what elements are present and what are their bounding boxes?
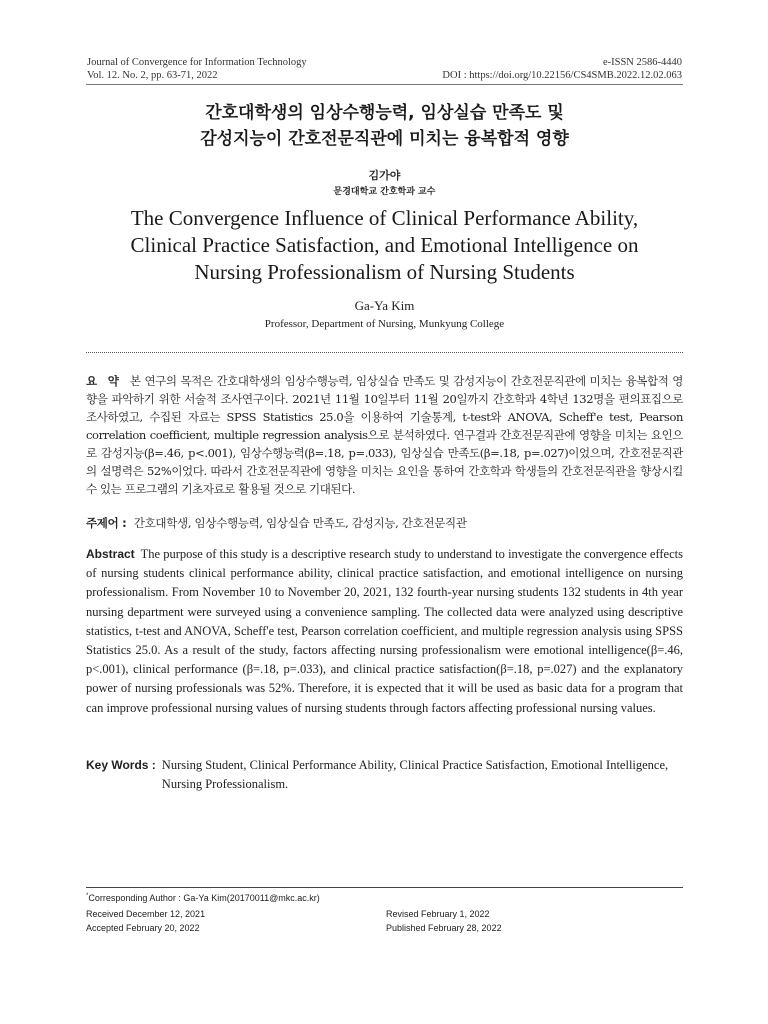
english-keywords <box>86 756 683 794</box>
korean-title-line: 감성지능이 간호전문직관에 미치는 융복합적 영향 <box>200 129 569 149</box>
english-keywords-label: Key Words : <box>86 758 156 772</box>
english-title-line: Nursing Professionalism of Nursing Students <box>194 260 575 284</box>
english-abstract-label: Abstract <box>86 547 135 561</box>
revised-date: Revised February 1, 2022 <box>386 909 490 919</box>
korean-abstract-label: 요 약 <box>86 374 122 388</box>
korean-keywords-text: 간호대학생, 임상수행능력, 임상실습 만족도, 감성지능, 간호전문직관 <box>133 516 467 530</box>
accepted-date: Accepted February 20, 2022 <box>86 923 200 933</box>
journal-name: Journal of Convergence for Information Technology <box>87 57 307 68</box>
journal-header-right <box>442 56 682 82</box>
korean-keywords <box>86 514 683 532</box>
journal-volume: Vol. 12. No. 2, pp. 63-71, 2022 <box>87 70 218 81</box>
journal-doi[interactable]: DOI : https://doi.org/10.22156/CS4SMB.2022.12.02.063 <box>442 70 682 81</box>
journal-issn: e-ISSN 2586-4440 <box>602 57 682 68</box>
english-title-line: The Convergence Influence of Clinical Performance Ability, <box>130 206 639 230</box>
english-author: Ga-Ya Kim <box>354 298 415 313</box>
header-divider <box>86 84 683 85</box>
corresponding-author-text: Corresponding Author : Ga-Ya Kim(20170011@mkc.ac.kr) <box>88 893 320 903</box>
english-abstract <box>86 545 683 718</box>
korean-affiliation: 문경대학교 간호학과 교수 <box>333 187 436 197</box>
english-abstract-text: The purpose of this study is a descriptive research study to understand to investigate the convergence effects of nursing students clinical performance ability, clinical practice satisfaction, and emotional intelligence on nursing professionalism. From November 10 to November 20, 2021, 132 fourth-year nursing students 132 students in 4th year nursing department were surveyed using a convenience sampling. The collected data were analyzed using descriptive statistics, t-test and ANOVA, Scheff'e test, Pearson correlation coefficient, and multiple regression analysis using SPSS Statistics 25.0. As a result of the study, factors affecting nursing professionalism were emotional intelligence(β=.46, p<.001), clinical performance (β=.18, p=.033), and clinical practice satisfaction(β=.18, p=.027) and the explanatory power of nursing professionals was 52%. Therefore, it is expected that it will be used as basic data for a program that can improve professional nursing values of nursing students through factors affecting professional nursing values. <box>86 547 683 715</box>
english-title-line: Clinical Practice Satisfaction, and Emotional Intelligence on <box>130 233 639 257</box>
korean-abstract <box>86 372 683 498</box>
english-keywords-text: Nursing Student, Clinical Performance Ability, Clinical Practice Satisfaction, Emotional Intelligence, Nursing Professionalism. <box>161 758 669 791</box>
published-date: Published February 28, 2022 <box>386 923 502 933</box>
received-date: Received December 12, 2021 <box>86 909 206 919</box>
english-title <box>76 205 693 286</box>
korean-author: 김가야 <box>368 169 401 182</box>
korean-keywords-label: 주제어 : <box>86 516 127 530</box>
footnote-mark: * <box>86 893 89 899</box>
footnote-divider <box>86 887 683 888</box>
korean-abstract-text: 본 연구의 목적은 간호대학생의 임상수행능력, 임상실습 만족도 및 감성지능이 간호전문직관에 미치는 융복합적 영향을 파악하기 위한 서술적 조사연구이다. 2021년 11월 10일부터 11월 20일까지 간호학과 4학년 132명을 편의표집으로 조사하였고, 수집된 자료는 SPSS Statistics 25.0을 이용하여 기술통계, t-test와 ANOVA, Scheff'e test, Pearson correlation coefficient, multiple regression analysis으로 분석하였다. 연구결과 간호전문직관에 영향을 미치는 요인으로 감성지능(β=.46, p<.001), 임상수행능력(β=.18, p=.033), 임상실습 만족도(β=.18, p=.027)이었으며, 간호전문직관의 설명력은 52%이었다. 따라서 간호전문직관에 영향을 미치는 요인을 통하여 간호학과 학생들의 간호전문직관을 향상시킬 수 있는 프로그램의 기초자료로 활용될 것으로 기대된다. <box>86 374 683 496</box>
korean-title-line: 간호대학생의 임상수행능력, 임상실습 만족도 및 <box>205 103 564 123</box>
corresponding-author-note <box>86 890 320 904</box>
journal-header-left <box>87 56 307 82</box>
english-affiliation: Professor, Department of Nursing, Munkyung College <box>264 318 505 330</box>
korean-title <box>86 100 683 152</box>
section-divider <box>86 352 683 353</box>
